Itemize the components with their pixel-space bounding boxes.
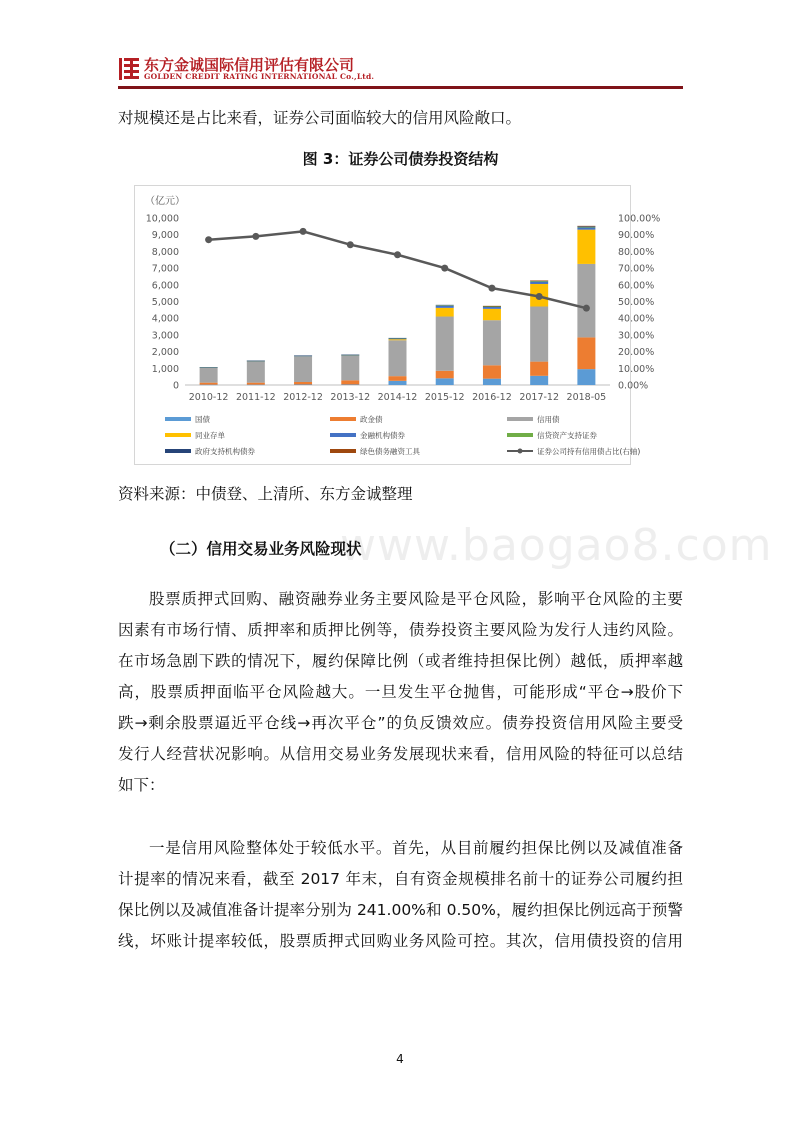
line-point	[347, 241, 354, 248]
y-right-tick-label: 10.00%	[618, 363, 655, 375]
y-left-tick-label: 3,000	[151, 330, 179, 342]
bar-segment	[247, 361, 265, 383]
bar-segment	[436, 317, 454, 371]
y-right-tick-label: 0.00%	[618, 380, 649, 392]
bar-segment	[483, 307, 501, 308]
y-left-tick-label: 10,000	[145, 213, 179, 225]
y-right-tick-label: 90.00%	[618, 230, 655, 242]
p1-line: 股票质押式回购、融资融券业务主要风险是平仓风险，影响平仓风险的主要	[149, 590, 683, 608]
intro-line: 对规模还是占比来看，证券公司面临较大的信用风险敞口。	[118, 109, 522, 127]
bar-segment	[247, 361, 265, 362]
bar-segment	[483, 365, 501, 378]
chart-unit-label: （亿元）	[145, 196, 185, 207]
y-left-tick-label: 6,000	[151, 280, 179, 292]
bar-segment	[436, 305, 454, 306]
legend-swatch	[330, 449, 356, 453]
bar-segment	[389, 381, 407, 385]
legend-label: 信贷资产支持证券	[537, 431, 597, 440]
bar-segment	[577, 369, 595, 385]
bar-segment	[483, 320, 501, 365]
bar-segment	[247, 385, 265, 386]
bar-segment	[577, 226, 595, 227]
bar-segment	[530, 362, 548, 376]
bar-segment	[483, 309, 501, 320]
x-tick-label: 2016-12	[472, 392, 512, 403]
bar-segment	[530, 282, 548, 284]
legend-label: 金融机构债券	[360, 431, 405, 440]
bond-investment-chart	[134, 185, 661, 465]
x-tick-label: 2017-12	[519, 392, 560, 403]
x-tick-label: 2013-12	[330, 392, 371, 403]
bar-segment	[483, 307, 501, 309]
bar-segment	[436, 305, 454, 306]
intro-paragraph	[118, 103, 683, 134]
legend-swatch	[507, 417, 533, 421]
legend-label: 同业存单	[195, 431, 225, 440]
y-right-tick-label: 50.00%	[618, 297, 655, 308]
legend-swatch	[165, 449, 191, 453]
p1-line: 如下：	[118, 776, 165, 794]
line-point	[300, 228, 307, 235]
p2-line: 保比例以及减值准备计提率分别为 241.00%和 0.50%，履约担保比例远高于预警	[118, 901, 683, 919]
bar-segment	[577, 337, 595, 369]
legend-swatch	[330, 433, 356, 437]
legend-label: 政金债	[360, 415, 383, 424]
paragraph-2	[118, 833, 683, 957]
y-right-tick-label: 100.00%	[618, 213, 661, 225]
y-left-tick-label: 4,000	[151, 313, 179, 325]
p1-line: 高，股票质押面临平仓风险越大。一旦发生平仓抛售，可能形成“平仓→股价下	[118, 683, 683, 701]
x-tick-label: 2011-12	[235, 392, 276, 403]
legend-swatch	[330, 417, 356, 421]
line-point	[536, 293, 543, 300]
bar-segment	[389, 338, 407, 339]
bar-segment	[483, 379, 501, 385]
bar-segment	[530, 280, 548, 281]
bar-segment	[389, 339, 407, 340]
p1-line: 跌→剩余股票逼近平仓线→再次平仓”的负反馈效应。债券投资信用风险主要受	[118, 714, 683, 732]
source-note: 资料来源：中债登、上清所、东方金诚整理	[118, 485, 413, 503]
y-left-tick-label: 7,000	[151, 263, 179, 275]
bar-segment	[577, 264, 595, 337]
p1-line: 因素有市场行情、质押率和质押比例等，债券投资主要风险为发行人违约风险。	[118, 621, 683, 639]
legend-label: 绿色债务融资工具	[360, 447, 420, 456]
company-logo-icon	[118, 56, 140, 82]
legend-swatch	[165, 433, 191, 437]
bar-segment	[200, 368, 218, 383]
x-tick-label: 2010-12	[188, 392, 229, 403]
bar-segment	[436, 371, 454, 379]
bar-segment	[530, 281, 548, 282]
y-left-tick-label: 9,000	[151, 230, 179, 242]
p2-line: 一是信用风险整体处于较低水平。首先，从目前履约担保比例以及减值准备	[149, 839, 683, 857]
bar-segment	[200, 383, 218, 385]
paragraph-1	[118, 584, 683, 801]
bar-segment	[200, 367, 218, 368]
bar-segment	[341, 355, 359, 380]
bar-segment	[436, 308, 454, 317]
bar-segment	[294, 384, 312, 385]
bar-segment	[341, 380, 359, 384]
line-series-path	[209, 231, 587, 308]
p1-line: 发行人经营状况影响。从信用交易业务发展现状来看，信用风险的特征可以总结	[118, 745, 683, 763]
bar-segment	[341, 384, 359, 385]
y-right-tick-label: 30.00%	[618, 330, 655, 342]
legend-label: 国债	[195, 415, 210, 424]
line-point	[252, 233, 259, 240]
legend-swatch	[165, 417, 191, 421]
y-right-tick-label: 80.00%	[618, 246, 655, 258]
company-name-en: GOLDEN CREDIT RATING INTERNATIONAL Co.,Ltd.	[144, 72, 375, 81]
y-left-tick-label: 0	[172, 380, 179, 392]
legend-label: 政府支持机构债券	[195, 447, 255, 456]
y-right-tick-label: 40.00%	[618, 313, 655, 325]
bar-segment	[389, 376, 407, 381]
line-point	[205, 236, 212, 243]
y-left-tick-label: 8,000	[151, 246, 179, 258]
legend-label: 证券公司持有信用债占比(右轴)	[537, 447, 641, 456]
bar-segment	[294, 382, 312, 385]
p1-line: 在市场急剧下跌的情况下，履约保障比例（或者维持担保比例）越低，质押率越	[118, 652, 683, 670]
line-point	[488, 285, 495, 292]
bar-segment	[247, 383, 265, 385]
y-right-tick-label: 60.00%	[618, 280, 655, 292]
section-heading: （二）信用交易业务风险现状	[160, 540, 362, 558]
company-name: 东方金诚国际信用评估有限公司	[144, 56, 355, 74]
chart-svg	[135, 186, 661, 464]
bar-segment	[200, 385, 218, 386]
bar-segment	[530, 307, 548, 362]
line-point	[441, 265, 448, 272]
legend-line-marker	[518, 449, 523, 454]
y-right-tick-label: 20.00%	[618, 347, 655, 359]
bar-segment	[436, 306, 454, 308]
x-tick-label: 2018-05	[566, 392, 607, 403]
watermark: www.baogao8.com	[340, 520, 773, 571]
bar-segment	[577, 230, 595, 264]
bar-segment	[577, 228, 595, 230]
page-header	[118, 50, 683, 90]
bar-segment	[294, 356, 312, 382]
x-tick-label: 2012-12	[283, 392, 323, 403]
legend-swatch	[507, 433, 533, 437]
x-tick-label: 2014-12	[377, 392, 418, 403]
bar-segment	[577, 227, 595, 228]
line-point	[394, 251, 401, 258]
y-left-tick-label: 2,000	[151, 347, 179, 359]
y-right-tick-label: 70.00%	[618, 263, 655, 275]
figure-title: 图 3：证券公司债券投资结构	[302, 150, 499, 168]
y-left-tick-label: 5,000	[151, 297, 179, 308]
bar-segment	[483, 306, 501, 307]
bar-segment	[341, 355, 359, 356]
bar-segment	[389, 340, 407, 376]
bar-segment	[436, 378, 454, 385]
legend-label: 信用债	[537, 415, 560, 424]
y-left-tick-label: 1,000	[151, 363, 179, 375]
page-number: 4	[396, 1052, 404, 1066]
line-point	[583, 305, 590, 312]
bar-segment	[530, 376, 548, 385]
bar-segment	[294, 355, 312, 356]
header-divider	[118, 86, 683, 89]
p2-line: 线，坏账计提率较低，股票质押式回购业务风险可控。其次，信用债投资的信用	[118, 932, 683, 950]
x-tick-label: 2015-12	[424, 392, 465, 403]
p2-line: 计提率的情况来看，截至 2017 年末，自有资金规模排名前十的证券公司履约担	[118, 870, 683, 888]
